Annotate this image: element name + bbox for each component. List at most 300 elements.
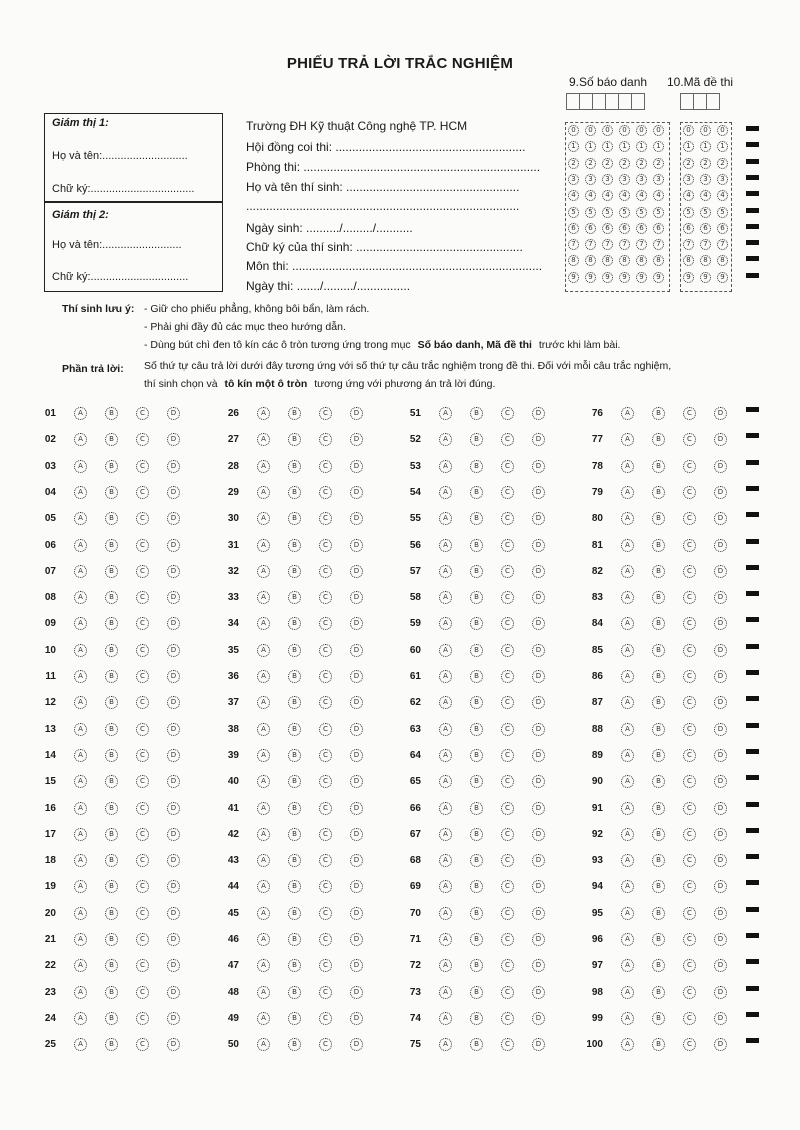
answer-bubble-q22-A[interactable]: A	[74, 959, 87, 972]
answer-bubble-q09-B[interactable]: B	[105, 617, 118, 630]
answer-bubble-q94-A[interactable]: A	[621, 880, 634, 893]
sbd-bubble-col3-digit-8[interactable]: 8	[602, 255, 613, 266]
answer-bubble-q95-A[interactable]: A	[621, 907, 634, 920]
answer-bubble-q05-A[interactable]: A	[74, 512, 87, 525]
answer-bubble-q66-A[interactable]: A	[439, 802, 452, 815]
answer-bubble-q86-B[interactable]: B	[652, 670, 665, 683]
answer-bubble-q90-C[interactable]: C	[683, 775, 696, 788]
answer-bubble-q27-C[interactable]: C	[319, 433, 332, 446]
made-bubble-col3-digit-8[interactable]: 8	[717, 255, 728, 266]
sbd-bubble-col5-digit-6[interactable]: 6	[636, 223, 647, 234]
answer-bubble-q24-C[interactable]: C	[136, 1012, 149, 1025]
answer-bubble-q71-D[interactable]: D	[532, 933, 545, 946]
answer-bubble-q19-D[interactable]: D	[167, 880, 180, 893]
made-bubble-col3-digit-2[interactable]: 2	[717, 158, 728, 169]
sbd-bubble-col2-digit-8[interactable]: 8	[585, 255, 596, 266]
answer-bubble-q70-B[interactable]: B	[470, 907, 483, 920]
exam-date-field[interactable]: Ngày thi: ......./........./................	[246, 279, 411, 293]
answer-bubble-q92-A[interactable]: A	[621, 828, 634, 841]
answer-bubble-q29-A[interactable]: A	[257, 486, 270, 499]
answer-bubble-q37-C[interactable]: C	[319, 696, 332, 709]
answer-bubble-q93-D[interactable]: D	[714, 854, 727, 867]
answer-bubble-q94-B[interactable]: B	[652, 880, 665, 893]
answer-bubble-q20-D[interactable]: D	[167, 907, 180, 920]
answer-bubble-q84-A[interactable]: A	[621, 617, 634, 630]
answer-bubble-q96-C[interactable]: C	[683, 933, 696, 946]
answer-bubble-q46-A[interactable]: A	[257, 933, 270, 946]
sbd-bubble-col2-digit-5[interactable]: 5	[585, 207, 596, 218]
answer-bubble-q85-B[interactable]: B	[652, 644, 665, 657]
made-bubble-col2-digit-5[interactable]: 5	[700, 207, 711, 218]
answer-bubble-q59-B[interactable]: B	[470, 617, 483, 630]
sbd-bubble-col2-digit-7[interactable]: 7	[585, 239, 596, 250]
answer-bubble-q52-B[interactable]: B	[470, 433, 483, 446]
answer-bubble-q37-A[interactable]: A	[257, 696, 270, 709]
answer-bubble-q63-B[interactable]: B	[470, 723, 483, 736]
answer-bubble-q16-B[interactable]: B	[105, 802, 118, 815]
sbd-bubble-col6-digit-4[interactable]: 4	[653, 190, 664, 201]
answer-bubble-q80-A[interactable]: A	[621, 512, 634, 525]
answer-bubble-q55-D[interactable]: D	[532, 512, 545, 525]
answer-bubble-q96-D[interactable]: D	[714, 933, 727, 946]
answer-bubble-q07-B[interactable]: B	[105, 565, 118, 578]
answer-bubble-q93-B[interactable]: B	[652, 854, 665, 867]
answer-bubble-q38-B[interactable]: B	[288, 723, 301, 736]
answer-bubble-q93-A[interactable]: A	[621, 854, 634, 867]
answer-bubble-q42-B[interactable]: B	[288, 828, 301, 841]
answer-bubble-q78-A[interactable]: A	[621, 460, 634, 473]
supervisor1-signature-field[interactable]: Chữ ký:..................................	[52, 183, 195, 195]
sbd-bubble-col6-digit-0[interactable]: 0	[653, 125, 664, 136]
answer-bubble-q40-C[interactable]: C	[319, 775, 332, 788]
answer-bubble-q11-A[interactable]: A	[74, 670, 87, 683]
answer-bubble-q25-B[interactable]: B	[105, 1038, 118, 1051]
answer-bubble-q28-B[interactable]: B	[288, 460, 301, 473]
made-bubble-col1-digit-6[interactable]: 6	[683, 223, 694, 234]
answer-bubble-q71-C[interactable]: C	[501, 933, 514, 946]
answer-bubble-q58-A[interactable]: A	[439, 591, 452, 604]
answer-bubble-q94-D[interactable]: D	[714, 880, 727, 893]
answer-bubble-q02-B[interactable]: B	[105, 433, 118, 446]
answer-bubble-q03-B[interactable]: B	[105, 460, 118, 473]
answer-bubble-q89-D[interactable]: D	[714, 749, 727, 762]
answer-bubble-q63-D[interactable]: D	[532, 723, 545, 736]
answer-bubble-q68-D[interactable]: D	[532, 854, 545, 867]
answer-bubble-q90-B[interactable]: B	[652, 775, 665, 788]
answer-bubble-q60-B[interactable]: B	[470, 644, 483, 657]
supervisor2-signature-field[interactable]: Chữ ký:................................	[52, 271, 189, 283]
answer-bubble-q31-D[interactable]: D	[350, 539, 363, 552]
answer-bubble-q53-A[interactable]: A	[439, 460, 452, 473]
sbd-bubble-col1-digit-3[interactable]: 3	[568, 174, 579, 185]
answer-bubble-q28-A[interactable]: A	[257, 460, 270, 473]
answer-bubble-q23-A[interactable]: A	[74, 986, 87, 999]
answer-bubble-q67-D[interactable]: D	[532, 828, 545, 841]
answer-bubble-q99-B[interactable]: B	[652, 1012, 665, 1025]
answer-bubble-q13-B[interactable]: B	[105, 723, 118, 736]
answer-bubble-q48-B[interactable]: B	[288, 986, 301, 999]
answer-bubble-q13-A[interactable]: A	[74, 723, 87, 736]
answer-bubble-q17-B[interactable]: B	[105, 828, 118, 841]
answer-bubble-q18-B[interactable]: B	[105, 854, 118, 867]
answer-bubble-q48-A[interactable]: A	[257, 986, 270, 999]
sbd-bubble-col1-digit-6[interactable]: 6	[568, 223, 579, 234]
made-bubble-col1-digit-3[interactable]: 3	[683, 174, 694, 185]
answer-bubble-q17-C[interactable]: C	[136, 828, 149, 841]
answer-bubble-q85-C[interactable]: C	[683, 644, 696, 657]
answer-bubble-q69-B[interactable]: B	[470, 880, 483, 893]
answer-bubble-q73-C[interactable]: C	[501, 986, 514, 999]
answer-bubble-q66-C[interactable]: C	[501, 802, 514, 815]
answer-bubble-q81-C[interactable]: C	[683, 539, 696, 552]
answer-bubble-q59-D[interactable]: D	[532, 617, 545, 630]
answer-bubble-q88-C[interactable]: C	[683, 723, 696, 736]
sbd-bubble-col1-digit-5[interactable]: 5	[568, 207, 579, 218]
made-bubble-col3-digit-4[interactable]: 4	[717, 190, 728, 201]
answer-bubble-q76-D[interactable]: D	[714, 407, 727, 420]
answer-bubble-q62-C[interactable]: C	[501, 696, 514, 709]
answer-bubble-q32-C[interactable]: C	[319, 565, 332, 578]
answer-bubble-q85-D[interactable]: D	[714, 644, 727, 657]
sbd-bubble-col6-digit-6[interactable]: 6	[653, 223, 664, 234]
answer-bubble-q77-B[interactable]: B	[652, 433, 665, 446]
sbd-bubble-col6-digit-5[interactable]: 5	[653, 207, 664, 218]
sbd-bubble-col5-digit-2[interactable]: 2	[636, 158, 647, 169]
answer-bubble-q55-B[interactable]: B	[470, 512, 483, 525]
answer-bubble-q38-D[interactable]: D	[350, 723, 363, 736]
answer-bubble-q75-B[interactable]: B	[470, 1038, 483, 1051]
answer-bubble-q43-D[interactable]: D	[350, 854, 363, 867]
answer-bubble-q65-C[interactable]: C	[501, 775, 514, 788]
answer-bubble-q88-B[interactable]: B	[652, 723, 665, 736]
answer-bubble-q68-B[interactable]: B	[470, 854, 483, 867]
answer-bubble-q40-D[interactable]: D	[350, 775, 363, 788]
sbd-bubble-col5-digit-4[interactable]: 4	[636, 190, 647, 201]
answer-bubble-q06-A[interactable]: A	[74, 539, 87, 552]
answer-bubble-q12-D[interactable]: D	[167, 696, 180, 709]
answer-bubble-q44-D[interactable]: D	[350, 880, 363, 893]
candidate-signature-field[interactable]: Chữ ký của thí sinh: ..................................................	[246, 240, 523, 254]
sbd-bubble-col6-digit-9[interactable]: 9	[653, 272, 664, 283]
answer-bubble-q98-A[interactable]: A	[621, 986, 634, 999]
answer-bubble-q100-A[interactable]: A	[621, 1038, 634, 1051]
answer-bubble-q66-D[interactable]: D	[532, 802, 545, 815]
answer-bubble-q68-C[interactable]: C	[501, 854, 514, 867]
made-bubble-col2-digit-7[interactable]: 7	[700, 239, 711, 250]
answer-bubble-q99-C[interactable]: C	[683, 1012, 696, 1025]
answer-bubble-q07-C[interactable]: C	[136, 565, 149, 578]
answer-bubble-q23-D[interactable]: D	[167, 986, 180, 999]
answer-bubble-q30-A[interactable]: A	[257, 512, 270, 525]
made-bubble-col2-digit-3[interactable]: 3	[700, 174, 711, 185]
answer-bubble-q50-A[interactable]: A	[257, 1038, 270, 1051]
sbd-bubble-col5-digit-1[interactable]: 1	[636, 141, 647, 152]
answer-bubble-q60-A[interactable]: A	[439, 644, 452, 657]
answer-bubble-q64-A[interactable]: A	[439, 749, 452, 762]
answer-bubble-q48-C[interactable]: C	[319, 986, 332, 999]
answer-bubble-q40-A[interactable]: A	[257, 775, 270, 788]
answer-bubble-q37-D[interactable]: D	[350, 696, 363, 709]
answer-bubble-q90-D[interactable]: D	[714, 775, 727, 788]
answer-bubble-q90-A[interactable]: A	[621, 775, 634, 788]
answer-bubble-q51-B[interactable]: B	[470, 407, 483, 420]
sbd-bubble-col5-digit-8[interactable]: 8	[636, 255, 647, 266]
answer-bubble-q55-C[interactable]: C	[501, 512, 514, 525]
answer-bubble-q84-B[interactable]: B	[652, 617, 665, 630]
made-bubble-col1-digit-9[interactable]: 9	[683, 272, 694, 283]
answer-bubble-q14-B[interactable]: B	[105, 749, 118, 762]
made-bubble-col1-digit-4[interactable]: 4	[683, 190, 694, 201]
answer-bubble-q18-D[interactable]: D	[167, 854, 180, 867]
answer-bubble-q65-A[interactable]: A	[439, 775, 452, 788]
answer-bubble-q31-A[interactable]: A	[257, 539, 270, 552]
answer-bubble-q04-B[interactable]: B	[105, 486, 118, 499]
answer-bubble-q77-A[interactable]: A	[621, 433, 634, 446]
made-bubble-col1-digit-1[interactable]: 1	[683, 141, 694, 152]
sbd-bubble-col1-digit-9[interactable]: 9	[568, 272, 579, 283]
answer-bubble-q97-D[interactable]: D	[714, 959, 727, 972]
answer-bubble-q51-D[interactable]: D	[532, 407, 545, 420]
answer-bubble-q59-A[interactable]: A	[439, 617, 452, 630]
made-bubble-col3-digit-6[interactable]: 6	[717, 223, 728, 234]
answer-bubble-q89-B[interactable]: B	[652, 749, 665, 762]
answer-bubble-q97-C[interactable]: C	[683, 959, 696, 972]
answer-bubble-q33-C[interactable]: C	[319, 591, 332, 604]
answer-bubble-q81-B[interactable]: B	[652, 539, 665, 552]
answer-bubble-q32-A[interactable]: A	[257, 565, 270, 578]
answer-bubble-q42-D[interactable]: D	[350, 828, 363, 841]
sbd-bubble-col4-digit-4[interactable]: 4	[619, 190, 630, 201]
answer-bubble-q05-B[interactable]: B	[105, 512, 118, 525]
answer-bubble-q47-A[interactable]: A	[257, 959, 270, 972]
answer-bubble-q97-B[interactable]: B	[652, 959, 665, 972]
answer-bubble-q41-D[interactable]: D	[350, 802, 363, 815]
answer-bubble-q78-C[interactable]: C	[683, 460, 696, 473]
answer-bubble-q50-C[interactable]: C	[319, 1038, 332, 1051]
answer-bubble-q88-D[interactable]: D	[714, 723, 727, 736]
answer-bubble-q10-A[interactable]: A	[74, 644, 87, 657]
sbd-bubble-col2-digit-9[interactable]: 9	[585, 272, 596, 283]
sbd-bubble-col2-digit-6[interactable]: 6	[585, 223, 596, 234]
answer-bubble-q56-B[interactable]: B	[470, 539, 483, 552]
answer-bubble-q82-A[interactable]: A	[621, 565, 634, 578]
answer-bubble-q77-C[interactable]: C	[683, 433, 696, 446]
answer-bubble-q100-B[interactable]: B	[652, 1038, 665, 1051]
sbd-bubble-col2-digit-2[interactable]: 2	[585, 158, 596, 169]
made-bubble-col3-digit-0[interactable]: 0	[717, 125, 728, 136]
answer-bubble-q67-A[interactable]: A	[439, 828, 452, 841]
answer-bubble-q49-D[interactable]: D	[350, 1012, 363, 1025]
answer-bubble-q56-C[interactable]: C	[501, 539, 514, 552]
answer-bubble-q14-D[interactable]: D	[167, 749, 180, 762]
answer-bubble-q22-B[interactable]: B	[105, 959, 118, 972]
answer-bubble-q50-D[interactable]: D	[350, 1038, 363, 1051]
answer-bubble-q24-B[interactable]: B	[105, 1012, 118, 1025]
answer-bubble-q28-C[interactable]: C	[319, 460, 332, 473]
answer-bubble-q24-A[interactable]: A	[74, 1012, 87, 1025]
answer-bubble-q89-C[interactable]: C	[683, 749, 696, 762]
made-bubble-col1-digit-5[interactable]: 5	[683, 207, 694, 218]
supervisor1-name-field[interactable]: Họ và tên:............................	[52, 150, 188, 162]
answer-bubble-q64-C[interactable]: C	[501, 749, 514, 762]
answer-bubble-q57-A[interactable]: A	[439, 565, 452, 578]
made-bubble-col1-digit-7[interactable]: 7	[683, 239, 694, 250]
answer-bubble-q25-C[interactable]: C	[136, 1038, 149, 1051]
answer-bubble-q85-A[interactable]: A	[621, 644, 634, 657]
answer-bubble-q57-C[interactable]: C	[501, 565, 514, 578]
answer-bubble-q49-C[interactable]: C	[319, 1012, 332, 1025]
answer-bubble-q99-A[interactable]: A	[621, 1012, 634, 1025]
answer-bubble-q87-A[interactable]: A	[621, 696, 634, 709]
answer-bubble-q35-A[interactable]: A	[257, 644, 270, 657]
sbd-bubble-col5-digit-7[interactable]: 7	[636, 239, 647, 250]
answer-bubble-q99-D[interactable]: D	[714, 1012, 727, 1025]
sbd-bubble-col2-digit-3[interactable]: 3	[585, 174, 596, 185]
sbd-bubble-col1-digit-4[interactable]: 4	[568, 190, 579, 201]
sbd-bubble-col4-digit-6[interactable]: 6	[619, 223, 630, 234]
answer-bubble-q82-B[interactable]: B	[652, 565, 665, 578]
supervisor2-name-field[interactable]: Họ và tên:..........................	[52, 239, 182, 251]
answer-bubble-q54-D[interactable]: D	[532, 486, 545, 499]
answer-bubble-q96-A[interactable]: A	[621, 933, 634, 946]
answer-bubble-q01-C[interactable]: C	[136, 407, 149, 420]
sbd-bubble-col6-digit-8[interactable]: 8	[653, 255, 664, 266]
sbd-bubble-col3-digit-0[interactable]: 0	[602, 125, 613, 136]
answer-bubble-q81-A[interactable]: A	[621, 539, 634, 552]
answer-bubble-q42-C[interactable]: C	[319, 828, 332, 841]
answer-bubble-q70-A[interactable]: A	[439, 907, 452, 920]
sbd-bubble-col5-digit-9[interactable]: 9	[636, 272, 647, 283]
answer-bubble-q53-C[interactable]: C	[501, 460, 514, 473]
sbd-bubble-col4-digit-5[interactable]: 5	[619, 207, 630, 218]
answer-bubble-q51-A[interactable]: A	[439, 407, 452, 420]
sbd-bubble-col2-digit-1[interactable]: 1	[585, 141, 596, 152]
answer-bubble-q16-C[interactable]: C	[136, 802, 149, 815]
answer-bubble-q15-A[interactable]: A	[74, 775, 87, 788]
answer-bubble-q46-B[interactable]: B	[288, 933, 301, 946]
answer-bubble-q34-B[interactable]: B	[288, 617, 301, 630]
answer-bubble-q73-B[interactable]: B	[470, 986, 483, 999]
answer-bubble-q74-D[interactable]: D	[532, 1012, 545, 1025]
answer-bubble-q15-D[interactable]: D	[167, 775, 180, 788]
sbd-bubble-col5-digit-0[interactable]: 0	[636, 125, 647, 136]
made-bubble-col1-digit-2[interactable]: 2	[683, 158, 694, 169]
answer-bubble-q69-D[interactable]: D	[532, 880, 545, 893]
answer-bubble-q10-B[interactable]: B	[105, 644, 118, 657]
answer-bubble-q02-A[interactable]: A	[74, 433, 87, 446]
answer-bubble-q26-C[interactable]: C	[319, 407, 332, 420]
answer-bubble-q20-C[interactable]: C	[136, 907, 149, 920]
answer-bubble-q20-A[interactable]: A	[74, 907, 87, 920]
sbd-bubble-col1-digit-7[interactable]: 7	[568, 239, 579, 250]
answer-bubble-q39-A[interactable]: A	[257, 749, 270, 762]
answer-bubble-q33-D[interactable]: D	[350, 591, 363, 604]
answer-bubble-q07-A[interactable]: A	[74, 565, 87, 578]
answer-bubble-q07-D[interactable]: D	[167, 565, 180, 578]
answer-bubble-q33-B[interactable]: B	[288, 591, 301, 604]
answer-bubble-q36-D[interactable]: D	[350, 670, 363, 683]
answer-bubble-q57-D[interactable]: D	[532, 565, 545, 578]
answer-bubble-q92-B[interactable]: B	[652, 828, 665, 841]
answer-bubble-q24-D[interactable]: D	[167, 1012, 180, 1025]
answer-bubble-q27-A[interactable]: A	[257, 433, 270, 446]
answer-bubble-q61-A[interactable]: A	[439, 670, 452, 683]
answer-bubble-q43-A[interactable]: A	[257, 854, 270, 867]
made-bubble-col2-digit-8[interactable]: 8	[700, 255, 711, 266]
answer-bubble-q25-A[interactable]: A	[74, 1038, 87, 1051]
answer-bubble-q15-C[interactable]: C	[136, 775, 149, 788]
answer-bubble-q58-C[interactable]: C	[501, 591, 514, 604]
answer-bubble-q35-D[interactable]: D	[350, 644, 363, 657]
answer-bubble-q39-D[interactable]: D	[350, 749, 363, 762]
candidate-name-field[interactable]: Họ và tên thí sinh: ....................................................	[246, 180, 520, 194]
answer-bubble-q18-C[interactable]: C	[136, 854, 149, 867]
answer-bubble-q05-D[interactable]: D	[167, 512, 180, 525]
answer-bubble-q86-C[interactable]: C	[683, 670, 696, 683]
answer-bubble-q29-D[interactable]: D	[350, 486, 363, 499]
answer-bubble-q68-A[interactable]: A	[439, 854, 452, 867]
sbd-bubble-col1-digit-0[interactable]: 0	[568, 125, 579, 136]
answer-bubble-q54-C[interactable]: C	[501, 486, 514, 499]
answer-bubble-q81-D[interactable]: D	[714, 539, 727, 552]
answer-bubble-q87-D[interactable]: D	[714, 696, 727, 709]
answer-bubble-q53-B[interactable]: B	[470, 460, 483, 473]
answer-bubble-q41-A[interactable]: A	[257, 802, 270, 815]
answer-bubble-q38-C[interactable]: C	[319, 723, 332, 736]
sbd-bubble-col5-digit-3[interactable]: 3	[636, 174, 647, 185]
answer-bubble-q64-B[interactable]: B	[470, 749, 483, 762]
answer-bubble-q28-D[interactable]: D	[350, 460, 363, 473]
answer-bubble-q84-D[interactable]: D	[714, 617, 727, 630]
answer-bubble-q72-A[interactable]: A	[439, 959, 452, 972]
answer-bubble-q72-B[interactable]: B	[470, 959, 483, 972]
made-bubble-col2-digit-4[interactable]: 4	[700, 190, 711, 201]
answer-bubble-q21-A[interactable]: A	[74, 933, 87, 946]
answer-bubble-q21-B[interactable]: B	[105, 933, 118, 946]
answer-bubble-q41-B[interactable]: B	[288, 802, 301, 815]
answer-bubble-q65-D[interactable]: D	[532, 775, 545, 788]
answer-bubble-q45-C[interactable]: C	[319, 907, 332, 920]
answer-bubble-q61-B[interactable]: B	[470, 670, 483, 683]
answer-bubble-q87-B[interactable]: B	[652, 696, 665, 709]
answer-bubble-q58-B[interactable]: B	[470, 591, 483, 604]
answer-bubble-q74-C[interactable]: C	[501, 1012, 514, 1025]
sbd-write-boxes[interactable]	[566, 93, 644, 110]
answer-bubble-q17-A[interactable]: A	[74, 828, 87, 841]
answer-bubble-q56-D[interactable]: D	[532, 539, 545, 552]
answer-bubble-q22-D[interactable]: D	[167, 959, 180, 972]
answer-bubble-q19-B[interactable]: B	[105, 880, 118, 893]
answer-bubble-q20-B[interactable]: B	[105, 907, 118, 920]
answer-bubble-q74-A[interactable]: A	[439, 1012, 452, 1025]
candidate-name-extra-line[interactable]: ..................................................................................	[246, 199, 520, 213]
sbd-bubble-col3-digit-9[interactable]: 9	[602, 272, 613, 283]
answer-bubble-q76-B[interactable]: B	[652, 407, 665, 420]
sbd-bubble-col4-digit-0[interactable]: 0	[619, 125, 630, 136]
answer-bubble-q58-D[interactable]: D	[532, 591, 545, 604]
answer-bubble-q44-A[interactable]: A	[257, 880, 270, 893]
answer-bubble-q34-D[interactable]: D	[350, 617, 363, 630]
answer-bubble-q42-A[interactable]: A	[257, 828, 270, 841]
answer-bubble-q11-D[interactable]: D	[167, 670, 180, 683]
answer-bubble-q43-B[interactable]: B	[288, 854, 301, 867]
answer-bubble-q88-A[interactable]: A	[621, 723, 634, 736]
sbd-bubble-col6-digit-1[interactable]: 1	[653, 141, 664, 152]
answer-bubble-q83-D[interactable]: D	[714, 591, 727, 604]
sbd-bubble-col3-digit-4[interactable]: 4	[602, 190, 613, 201]
answer-bubble-q97-A[interactable]: A	[621, 959, 634, 972]
answer-bubble-q18-A[interactable]: A	[74, 854, 87, 867]
